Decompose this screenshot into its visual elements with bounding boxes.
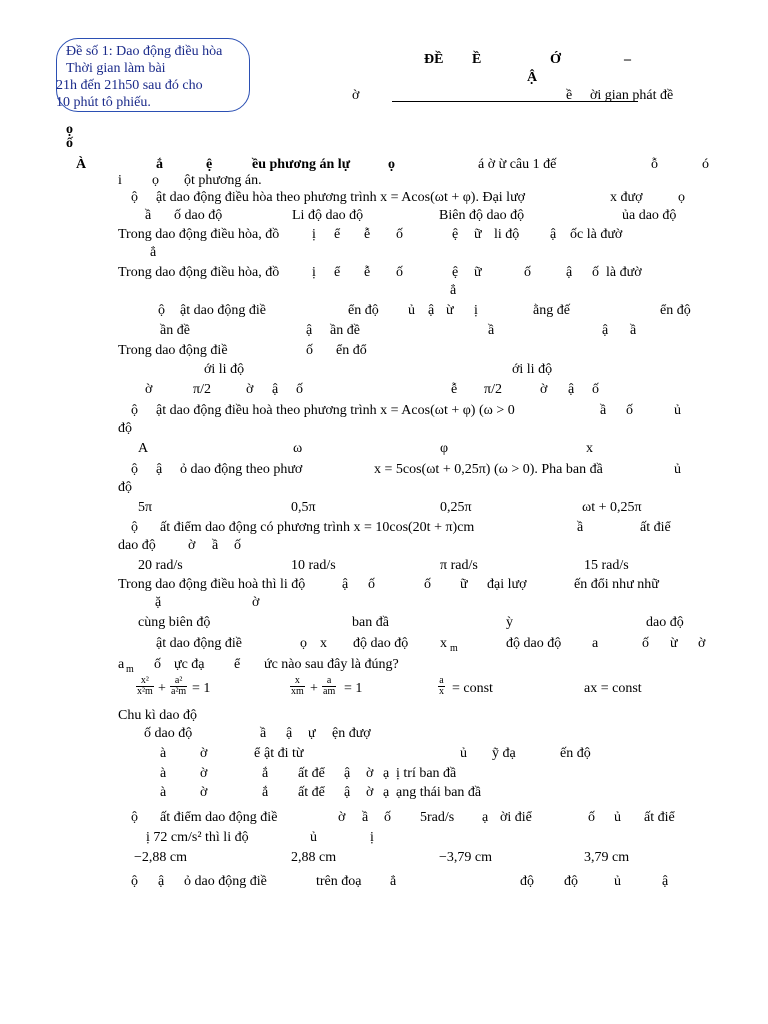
q4-option: ần đề	[330, 323, 360, 338]
fraction-denominator: am	[323, 686, 336, 697]
q2-stem: ệ	[452, 227, 459, 242]
q11-option: ị trí ban đầ	[396, 766, 457, 781]
q6-stem: ố	[626, 403, 633, 418]
q3-stem: ố	[524, 265, 531, 280]
q4-stem: ừ	[446, 303, 454, 318]
q11-option: ầ	[260, 726, 267, 741]
q5-stem: ển đổ	[336, 343, 367, 358]
q8-option: 20 rad/s	[138, 558, 183, 573]
q5-option: ễ	[451, 382, 458, 397]
q10-stem: m	[450, 643, 458, 654]
q5-option: π/2	[484, 382, 502, 397]
q12-stem: ủ	[310, 830, 317, 845]
q2-stem: ị	[312, 227, 316, 242]
exam-info-line-4: 10 phút tô phiếu.	[56, 95, 151, 110]
q10-stem: ờ	[698, 636, 706, 651]
q10-stem: ực đạ	[174, 657, 205, 672]
q8-option: π rad/s	[440, 558, 478, 573]
section-mark: ố	[66, 136, 73, 151]
q11-option: ạng thái ban đầ	[396, 785, 482, 800]
q10-stem: ọ	[300, 636, 307, 651]
q12-option: −3,79 cm	[439, 850, 492, 865]
q4-option: ần đề	[160, 323, 190, 338]
q11-option: ật đi từ	[264, 746, 304, 761]
q4-stem: ộ	[158, 303, 165, 318]
q11-option: ờ	[366, 766, 374, 781]
q4-stem: ậ	[428, 303, 435, 318]
q11-option: ện đượ	[332, 726, 371, 741]
q12-stem: ạ	[482, 810, 489, 825]
q13-stem: ẳ	[390, 874, 397, 889]
q11-option: ủ	[460, 746, 467, 761]
q5-option: ới li độ	[512, 362, 553, 377]
fraction-numerator: x	[290, 676, 305, 687]
fraction-denominator: x	[439, 686, 444, 697]
q8-stem: ất điể	[640, 520, 671, 535]
q11-option: ắ	[262, 785, 269, 800]
q7-stem: ộ	[131, 462, 138, 477]
q2-stem: Trong dao động điều hòa, đồ	[118, 227, 280, 242]
q5-option: ậ	[272, 382, 279, 397]
q12-stem: ời điể	[500, 810, 532, 825]
q10-stem: ừ	[670, 636, 678, 651]
q6-option: ω	[293, 441, 303, 456]
q6-option: x	[586, 441, 593, 456]
q8-stem: ất điểm dao động có phương trình x = 10cos(20t + π)cm	[160, 520, 475, 535]
q2-stem: ậ	[550, 227, 557, 242]
q12-stem: ố	[384, 810, 391, 825]
q2-stem: li độ	[494, 227, 520, 242]
q10-option: = 1	[192, 681, 211, 696]
q7-stem: ậ	[156, 462, 163, 477]
q9-stem: ờ	[252, 595, 260, 610]
q5-option: ới li độ	[204, 362, 245, 377]
q11-option: ậ	[344, 766, 351, 781]
q13-stem: ủ	[614, 874, 621, 889]
q9-stem: đại lượ	[487, 577, 527, 592]
q8-option: 15 rad/s	[584, 558, 629, 573]
q3-stem: ữ	[474, 265, 482, 280]
q10-fraction	[322, 676, 336, 697]
q2-stem: ốc là đườ	[570, 227, 623, 242]
q5-option: ố	[296, 382, 303, 397]
q8-stem: ầ	[212, 538, 219, 553]
q9-stem: ố	[424, 577, 431, 592]
q8-option: 10 rad/s	[291, 558, 336, 573]
instruction-fragment: ó	[702, 157, 709, 172]
q7-option: ωt + 0,25π	[582, 500, 642, 515]
q13-stem: ộ	[131, 874, 138, 889]
q1-stem: x đượ	[610, 190, 643, 205]
q4-stem: ật dao động điề	[180, 303, 266, 318]
q10-stem: ật dao động điề	[156, 636, 242, 651]
q1-stem: ọ	[678, 190, 685, 205]
q11-stem: Chu kì dao độ	[118, 708, 197, 723]
q4-option: ầ	[630, 323, 637, 338]
q8-stem: dao độ	[118, 538, 156, 553]
q11-option: ể	[254, 746, 261, 761]
instruction-fragment: ều phương án lự	[252, 157, 351, 172]
q10-stem: ố	[642, 636, 649, 651]
q11-option: ạ	[383, 785, 390, 800]
q12-stem: ầ	[362, 810, 369, 825]
q6-stem: ật dao động điều hoà theo phương trình x = Acos(ωt + φ) (ω > 0	[156, 403, 515, 418]
q10-stem: x	[440, 636, 447, 651]
q11-option: ạ	[383, 766, 390, 781]
q12-stem: ất điểm dao động điề	[160, 810, 278, 825]
q1-stem: ộ	[131, 190, 138, 205]
q6-stem: ộ	[131, 403, 138, 418]
q12-stem: ờ	[338, 810, 346, 825]
instruction-fragment: ỗ	[651, 157, 658, 172]
q10-fraction	[290, 676, 305, 697]
instruction-fragment: ệ	[206, 157, 213, 172]
q6-option: A	[138, 441, 149, 456]
header-title-part: Ề	[472, 52, 482, 67]
q1-option: Biên độ dao độ	[439, 208, 525, 223]
q13-stem: độ	[520, 874, 534, 889]
header-release-time: ời gian phát đề	[590, 88, 674, 103]
q6-option: φ	[440, 441, 449, 456]
q1-option: ố dao độ	[174, 208, 223, 223]
q3-stem: ị	[312, 265, 316, 280]
q7-stem: ỏ dao động theo phươ	[180, 462, 303, 477]
q9-stem: Trong dao động điều hoà thì li độ	[118, 577, 306, 592]
fraction-denominator: a²m	[171, 686, 187, 697]
header-title-part: –	[624, 52, 631, 67]
q10-option: = 1	[344, 681, 363, 696]
q11-option: ỹ đạ	[492, 746, 516, 761]
plus-sign: +	[158, 681, 166, 696]
q5-stem: Trong dao động điề	[118, 343, 228, 358]
exam-info-line-3: 21h đến 21h50 sau đó cho	[56, 78, 203, 93]
q4-option: ậ	[306, 323, 313, 338]
fraction-numerator: a	[439, 675, 444, 686]
q13-stem: độ	[564, 874, 578, 889]
q11-option: ậ	[344, 785, 351, 800]
q8-stem: ầ	[577, 520, 584, 535]
q11-option: ờ	[200, 785, 208, 800]
q4-stem: ằng đế	[533, 303, 570, 318]
q12-stem: 5rad/s	[420, 810, 455, 825]
q9-option: ban đầ	[352, 615, 389, 630]
q11-option: ất để	[298, 785, 325, 800]
q6-stem: ủ	[674, 403, 681, 418]
instruction-fragment: á ờ ừ câu 1 đế	[478, 157, 557, 172]
q11-option: ố dao độ	[144, 726, 193, 741]
instruction-fragment: À	[76, 157, 87, 172]
q4-stem: ển độ	[348, 303, 379, 318]
q12-stem: ị 72 cm/s² thì li độ	[146, 830, 249, 845]
exam-info-line-1: Đề số 1: Dao động điều hòa	[66, 44, 223, 59]
q1-stem: ật dao động điều hòa theo phương trình x = Acos(ωt + φ). Đại lượ	[156, 190, 526, 205]
instruction-fragment: ọ	[388, 157, 395, 172]
q5-option: π/2	[193, 382, 211, 397]
q5-option: ố	[592, 382, 599, 397]
header-subtitle: Ậ	[527, 70, 538, 85]
q8-stem: ờ	[188, 538, 196, 553]
q7-option: 0,25π	[440, 500, 472, 515]
instruction-fragment: ắ	[156, 157, 163, 172]
q3-stem: ễ	[364, 265, 371, 280]
exam-info-line-2: Thời gian làm bài	[66, 61, 166, 76]
q4-stem: ị	[474, 303, 478, 318]
q11-option: ờ	[200, 746, 208, 761]
q7-stem: ủ	[674, 462, 681, 477]
q13-stem: trên đoạ	[316, 874, 362, 889]
q10-stem: a	[592, 636, 599, 651]
header-title-part: ĐỀ	[424, 52, 444, 67]
q10-stem: ố	[154, 657, 161, 672]
q12-stem: ị	[370, 830, 374, 845]
q10-stem: ể	[234, 657, 241, 672]
q3-stem: ậ	[566, 265, 573, 280]
instruction-fragment: i	[118, 173, 122, 188]
q10-option: ax = const	[584, 681, 642, 696]
q5-stem: ố	[306, 343, 313, 358]
q11-option: à	[160, 785, 167, 800]
q2-stem: ữ	[474, 227, 482, 242]
q3-stem: ố	[396, 265, 403, 280]
q5-option: ờ	[145, 382, 153, 397]
q2-stem: ể	[334, 227, 341, 242]
q2-stem: ễ	[364, 227, 371, 242]
q9-option: ỳ	[506, 615, 513, 630]
q11-option: ắ	[262, 766, 269, 781]
q3-stem: ệ	[452, 265, 459, 280]
q11-option: ờ	[200, 766, 208, 781]
q8-stem: ố	[234, 538, 241, 553]
q10-option: = const	[452, 681, 493, 696]
fraction-numerator: a	[322, 676, 336, 687]
q3-stem: là đườ	[606, 265, 642, 280]
q9-stem: ến đổi như nhữ	[574, 577, 659, 592]
header-line-fragment: ờ	[352, 88, 360, 103]
q8-stem: ộ	[131, 520, 138, 535]
q10-fraction	[438, 676, 445, 697]
q6-stem: ầ	[600, 403, 607, 418]
q12-option: 2,88 cm	[291, 850, 337, 865]
q9-stem: ữ	[460, 577, 468, 592]
q11-option: ờ	[366, 785, 374, 800]
q10-fraction	[170, 676, 187, 697]
q11-option: ất để	[298, 766, 325, 781]
q12-option: 3,79 cm	[584, 850, 630, 865]
q4-option: ậ	[602, 323, 609, 338]
q12-stem: ố	[588, 810, 595, 825]
q5-option: ờ	[540, 382, 548, 397]
q13-stem: ậ	[158, 874, 165, 889]
q4-option: ầ	[488, 323, 495, 338]
q10-stem: m	[126, 664, 134, 675]
q7-stem: x = 5cos(ωt + 0,25π) (ω > 0). Pha ban đầ	[374, 462, 603, 477]
q13-stem: ỏ dao động điề	[184, 874, 267, 889]
q3-stem: ố	[592, 265, 599, 280]
instruction-fragment: ột phương án.	[184, 173, 262, 188]
fraction-numerator: x²	[136, 676, 154, 687]
q2-stem: ẳ	[150, 245, 157, 260]
q1-option: ủa dao độ	[622, 208, 677, 223]
q9-stem: ố	[368, 577, 375, 592]
q5-option: ậ	[568, 382, 575, 397]
q11-option: à	[160, 766, 167, 781]
section-mark: ọ	[66, 122, 73, 137]
q3-stem: ể	[334, 265, 341, 280]
q2-stem: ố	[396, 227, 403, 242]
q10-stem: x	[320, 636, 327, 651]
fraction-numerator: a²	[170, 676, 187, 687]
q11-option: ến độ	[560, 746, 591, 761]
fraction-denominator: xm	[291, 686, 304, 697]
q12-stem: ủ	[614, 810, 621, 825]
q11-option: ự	[308, 726, 316, 741]
q3-stem: Trong dao động điều hòa, đồ	[118, 265, 280, 280]
q7-option: 0,5π	[291, 500, 316, 515]
header-title-part: Ớ	[550, 52, 561, 67]
q4-stem: ủ	[408, 303, 415, 318]
q12-stem: ộ	[131, 810, 138, 825]
q1-option: ầ	[145, 208, 152, 223]
q10-stem: độ dao độ	[506, 636, 562, 651]
q5-option: ờ	[246, 382, 254, 397]
plus-sign: +	[310, 681, 318, 696]
q10-stem: a	[118, 657, 125, 672]
q10-stem: độ dao độ	[353, 636, 409, 651]
q13-stem: ậ	[662, 874, 669, 889]
q9-option: dao độ	[646, 615, 684, 630]
q6-stem: độ	[118, 421, 132, 436]
q11-option: ậ	[286, 726, 293, 741]
q12-option: −2,88 cm	[134, 850, 187, 865]
q12-stem: ất điể	[644, 810, 675, 825]
header-line-fragment: ề	[566, 88, 573, 103]
q9-stem: ậ	[342, 577, 349, 592]
q7-option: 5π	[138, 500, 153, 515]
q3-stem: ẳ	[450, 283, 457, 298]
q10-fraction	[136, 676, 154, 697]
instruction-fragment: ọ	[152, 173, 159, 188]
q10-stem: ức nào sau đây là đúng?	[264, 657, 399, 672]
q4-stem: ển độ	[660, 303, 691, 318]
q9-stem: ặ	[155, 595, 162, 610]
fraction-denominator: x²m	[137, 686, 153, 697]
q1-option: Li độ dao độ	[292, 208, 364, 223]
q11-option: à	[160, 746, 167, 761]
q7-stem: độ	[118, 480, 132, 495]
q9-option: cùng biên độ	[138, 615, 211, 630]
